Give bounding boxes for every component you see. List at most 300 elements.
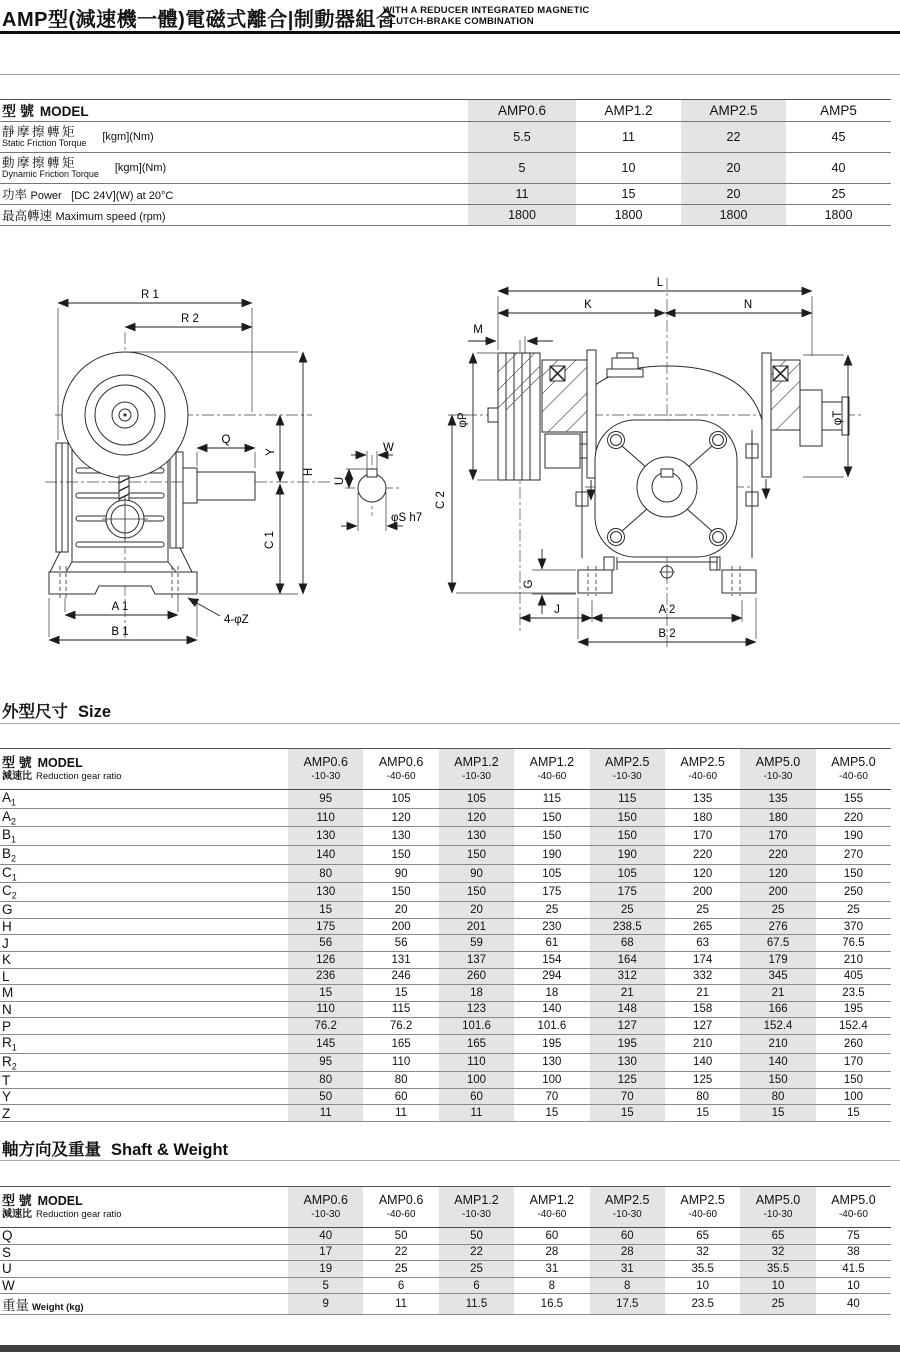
dim-value-cell: 131 <box>363 951 438 968</box>
dim-value-cell: 63 <box>665 935 740 952</box>
dim-value-cell: 150 <box>816 1072 891 1089</box>
dim-value-cell: 195 <box>514 1034 589 1053</box>
dim-value-cell: 260 <box>816 1034 891 1053</box>
dim-value-cell: 332 <box>665 968 740 985</box>
dim-label-r1: R 1 <box>141 289 159 301</box>
dim-value-cell: 25 <box>740 902 815 919</box>
dim-value-cell: 60 <box>514 1228 589 1245</box>
dim-label-phit: φT <box>832 410 844 426</box>
dim-value-cell: 165 <box>439 1034 514 1053</box>
table-row <box>0 205 891 226</box>
dim-value-cell: 56 <box>363 935 438 952</box>
dim-label-c2: C 2 <box>435 491 447 509</box>
table-row <box>0 935 891 952</box>
dim-value-cell: 60 <box>590 1228 665 1245</box>
front-view-drawing <box>45 289 330 640</box>
table-row <box>0 1261 891 1278</box>
dim-value-cell: 15 <box>288 985 363 1002</box>
dim-value-cell: 236 <box>288 968 363 985</box>
dim-value-cell: 130 <box>514 1053 589 1072</box>
dim-value-cell: 35.5 <box>665 1261 740 1278</box>
column-header: AMP1.2 -10-30 <box>439 1187 514 1228</box>
shaft-section-title <box>2 1136 228 1160</box>
side-view-drawing <box>435 277 862 648</box>
dim-value-cell: 23.5 <box>665 1294 740 1315</box>
dim-value-cell: 150 <box>439 846 514 865</box>
dim-value-cell: 246 <box>363 968 438 985</box>
dim-row-label: H <box>0 918 288 935</box>
shaft-title-cjk: 軸方向及重量 <box>2 1141 101 1159</box>
dim-value-cell: 130 <box>288 827 363 846</box>
row-label-en: Static Friction Torque <box>2 137 87 148</box>
dim-value-cell: 11 <box>288 1105 363 1122</box>
dim-row-label: N <box>0 1001 288 1018</box>
row-label-cjk: 功率 <box>2 188 28 202</box>
dim-value-cell: 150 <box>514 827 589 846</box>
dim-value-cell: 110 <box>288 808 363 827</box>
spec-value: 22 <box>681 122 786 153</box>
dim-value-cell: 61 <box>514 935 589 952</box>
dim-value-cell: 10 <box>665 1277 740 1294</box>
dim-value-cell: 65 <box>740 1228 815 1245</box>
subtitle-line1: WITH A REDUCER INTEGRATED MAGNETIC <box>383 5 590 16</box>
dim-value-cell: 90 <box>363 864 438 883</box>
dim-value-cell: 19 <box>288 1261 363 1278</box>
dim-value-cell: 150 <box>816 864 891 883</box>
row-label-cjk: 動摩擦轉矩 <box>2 155 78 170</box>
dim-value-cell: 175 <box>288 918 363 935</box>
dim-value-cell: 68 <box>590 935 665 952</box>
dim-table-header-row <box>0 749 891 790</box>
dim-value-cell: 120 <box>363 808 438 827</box>
dim-table-header-row <box>0 1187 891 1228</box>
spec-value: 5 <box>468 153 576 184</box>
dim-value-cell: 90 <box>439 864 514 883</box>
dim-value-cell: 150 <box>363 846 438 865</box>
dim-value-cell: 105 <box>514 864 589 883</box>
table-row <box>0 846 891 865</box>
table-row <box>0 808 891 827</box>
dim-value-cell: 405 <box>816 968 891 985</box>
dim-value-cell: 165 <box>363 1034 438 1053</box>
dim-value-cell: 166 <box>740 1001 815 1018</box>
dim-value-cell: 230 <box>514 918 589 935</box>
dim-value-cell: 115 <box>363 1001 438 1018</box>
dim-value-cell: 9 <box>288 1294 363 1315</box>
dim-value-cell: 6 <box>439 1277 514 1294</box>
dim-value-cell: 25 <box>439 1261 514 1278</box>
row-unit: [DC 24V](W) at 20°C <box>71 190 174 202</box>
spec-value: 1800 <box>576 205 681 226</box>
dim-value-cell: 31 <box>590 1261 665 1278</box>
dim-value-cell: 20 <box>363 902 438 919</box>
shaft-title-en: Shaft & Weight <box>111 1141 229 1159</box>
dim-value-cell: 32 <box>740 1244 815 1261</box>
dim-value-cell: 220 <box>816 808 891 827</box>
dim-row-label: S <box>0 1244 288 1261</box>
dim-value-cell: 21 <box>590 985 665 1002</box>
column-header: AMP1.2 -10-30 <box>439 749 514 790</box>
dim-value-cell: 21 <box>665 985 740 1002</box>
dim-label-b2: B 2 <box>658 628 676 640</box>
dim-value-cell: 150 <box>363 883 438 902</box>
dim-row-label: T <box>0 1072 288 1089</box>
column-header: AMP1.2 -40-60 <box>514 1187 589 1228</box>
column-header: AMP1.2 -40-60 <box>514 749 589 790</box>
dim-value-cell: 140 <box>288 846 363 865</box>
spec-value: 1800 <box>786 205 891 226</box>
row-unit: [kgm](Nm) <box>114 162 167 174</box>
dim-value-cell: 294 <box>514 968 589 985</box>
spec-value: 1800 <box>468 205 576 226</box>
dim-value-cell: 28 <box>514 1244 589 1261</box>
dim-label-phip: φP <box>457 412 469 428</box>
column-header: AMP2.5 -10-30 <box>590 749 665 790</box>
dim-value-cell: 80 <box>288 864 363 883</box>
dim-value-cell: 152.4 <box>740 1018 815 1035</box>
dim-value-cell: 170 <box>816 1053 891 1072</box>
size-section-title <box>2 698 111 722</box>
spec-value: 25 <box>786 184 891 205</box>
dim-value-cell: 200 <box>363 918 438 935</box>
dim-value-cell: 265 <box>665 918 740 935</box>
table-row <box>0 153 891 184</box>
spec-value: 45 <box>786 122 891 153</box>
dim-value-cell: 11.5 <box>439 1294 514 1315</box>
dim-value-cell: 15 <box>514 1105 589 1122</box>
dim-value-cell: 164 <box>590 951 665 968</box>
dim-value-cell: 190 <box>816 827 891 846</box>
table-row <box>0 122 891 153</box>
dim-value-cell: 25 <box>665 902 740 919</box>
row-label-en: Maximum speed (rpm) <box>55 211 166 223</box>
column-header: AMP5.0 -10-30 <box>740 1187 815 1228</box>
dim-value-cell: 20 <box>439 902 514 919</box>
spec-model-cjk: 型 號 <box>2 102 34 119</box>
dim-value-cell: 125 <box>665 1072 740 1089</box>
dim-value-cell: 15 <box>363 985 438 1002</box>
dim-value-cell: 15 <box>590 1105 665 1122</box>
table-row <box>0 1053 891 1072</box>
column-header: AMP0.6 -40-60 <box>363 1187 438 1228</box>
dim-value-cell: 75 <box>816 1228 891 1245</box>
dim-value-cell: 8 <box>590 1277 665 1294</box>
dim-row-label: P <box>0 1018 288 1035</box>
dim-value-cell: 100 <box>514 1072 589 1089</box>
dim-value-cell: 25 <box>590 902 665 919</box>
column-header: AMP2.5 -40-60 <box>665 749 740 790</box>
dim-value-cell: 115 <box>590 790 665 809</box>
dim-value-cell: 11 <box>439 1105 514 1122</box>
table-row <box>0 1088 891 1105</box>
dim-value-cell: 238.5 <box>590 918 665 935</box>
dim-value-cell: 120 <box>439 808 514 827</box>
spec-value: 5.5 <box>468 122 576 153</box>
dim-row-label: $B_1$ <box>0 827 288 846</box>
dim-value-cell: 76.5 <box>816 935 891 952</box>
dim-value-cell: 15 <box>665 1105 740 1122</box>
dim-value-cell: 80 <box>288 1072 363 1089</box>
table-row <box>0 184 891 205</box>
dim-row-label: $A_1$ <box>0 790 288 809</box>
dim-label-j: J <box>554 604 560 616</box>
table-row <box>0 827 891 846</box>
table-row <box>0 1244 891 1261</box>
dim-row-label: $B_2$ <box>0 846 288 865</box>
dim-value-cell: 200 <box>740 883 815 902</box>
page-subtitle <box>383 5 589 27</box>
table-row <box>0 1001 891 1018</box>
table-row <box>0 1294 891 1315</box>
dim-value-cell: 25 <box>740 1294 815 1315</box>
spec-value: 10 <box>576 153 681 184</box>
dim-row-label: $A_2$ <box>0 808 288 827</box>
table-row <box>0 1105 891 1122</box>
spec-row-label <box>0 205 468 226</box>
dim-value-cell: 40 <box>816 1294 891 1315</box>
dim-value-cell: 150 <box>740 1072 815 1089</box>
dim-value-cell: 140 <box>514 1001 589 1018</box>
dim-value-cell: 130 <box>363 827 438 846</box>
column-header: AMP0.6 -10-30 <box>288 1187 363 1228</box>
dim-table-header-label: 型 號 MODEL 減速比 Reduction gear ratio <box>0 1187 288 1228</box>
column-header: AMP5.0 -10-30 <box>740 749 815 790</box>
dim-value-cell: 250 <box>816 883 891 902</box>
table-row <box>0 1228 891 1245</box>
dim-row-label: $C_2$ <box>0 883 288 902</box>
dim-value-cell: 21 <box>740 985 815 1002</box>
dim-value-cell: 50 <box>288 1088 363 1105</box>
dim-row-label: L <box>0 968 288 985</box>
dim-value-cell: 105 <box>363 790 438 809</box>
dim-row-label: Q <box>0 1228 288 1245</box>
spec-header-label <box>0 100 468 122</box>
dim-value-cell: 17 <box>288 1244 363 1261</box>
spec-value: 15 <box>576 184 681 205</box>
dim-value-cell: 35.5 <box>740 1261 815 1278</box>
dim-value-cell: 80 <box>740 1088 815 1105</box>
dim-value-cell: 140 <box>740 1053 815 1072</box>
dim-value-cell: 155 <box>816 790 891 809</box>
dim-value-cell: 200 <box>665 883 740 902</box>
dim-row-label: Y <box>0 1088 288 1105</box>
dim-value-cell: 95 <box>288 1053 363 1072</box>
row-label-cjk: 靜摩擦轉矩 <box>2 124 78 139</box>
dim-value-cell: 170 <box>665 827 740 846</box>
spec-value: 11 <box>468 184 576 205</box>
header-subrule <box>0 74 900 75</box>
dim-row-label: G <box>0 902 288 919</box>
dim-value-cell: 120 <box>665 864 740 883</box>
dim-value-cell: 67.5 <box>740 935 815 952</box>
row-label-en: Dynamic Friction Torque <box>2 168 99 179</box>
dim-value-cell: 130 <box>288 883 363 902</box>
dim-value-cell: 210 <box>740 1034 815 1053</box>
size-table <box>0 748 891 1122</box>
dim-label-y: Y <box>265 448 277 456</box>
dim-value-cell: 38 <box>816 1244 891 1261</box>
dim-value-cell: 11 <box>363 1105 438 1122</box>
spec-row-label <box>0 184 468 205</box>
dim-value-cell: 137 <box>439 951 514 968</box>
dim-value-cell: 150 <box>439 883 514 902</box>
dim-value-cell: 120 <box>740 864 815 883</box>
dim-value-cell: 148 <box>590 1001 665 1018</box>
dim-value-cell: 25 <box>514 902 589 919</box>
size-title-cjk: 外型尺寸 <box>2 703 68 721</box>
size-title-en: Size <box>78 703 112 721</box>
table-row <box>0 951 891 968</box>
dim-value-cell: 15 <box>816 1105 891 1122</box>
spec-value: 20 <box>681 184 786 205</box>
dim-value-cell: 130 <box>590 1053 665 1072</box>
dim-value-cell: 210 <box>816 951 891 968</box>
dim-value-cell: 65 <box>665 1228 740 1245</box>
dim-value-cell: 210 <box>665 1034 740 1053</box>
dim-value-cell: 32 <box>665 1244 740 1261</box>
dim-value-cell: 195 <box>590 1034 665 1053</box>
dim-value-cell: 370 <box>816 918 891 935</box>
dim-value-cell: 152.4 <box>816 1018 891 1035</box>
dim-row-label: W <box>0 1277 288 1294</box>
dim-value-cell: 220 <box>740 846 815 865</box>
dim-value-cell: 276 <box>740 918 815 935</box>
table-row <box>0 968 891 985</box>
table-row <box>0 883 891 902</box>
dim-label-4phiz: 4-φZ <box>224 614 249 626</box>
dim-value-cell: 5 <box>288 1277 363 1294</box>
spec-column-header: AMP5 <box>786 100 891 122</box>
dim-value-cell: 201 <box>439 918 514 935</box>
dim-label-l: L <box>656 277 664 289</box>
dim-value-cell: 100 <box>439 1072 514 1089</box>
table-row <box>0 1277 891 1294</box>
dim-value-cell: 123 <box>439 1001 514 1018</box>
dim-value-cell: 105 <box>590 864 665 883</box>
dim-value-cell: 25 <box>363 1261 438 1278</box>
dim-value-cell: 110 <box>439 1053 514 1072</box>
dim-row-label: $C_1$ <box>0 864 288 883</box>
table-row <box>0 985 891 1002</box>
dim-value-cell: 41.5 <box>816 1261 891 1278</box>
dim-table-header-label: 型 號 MODEL 減速比 Reduction gear ratio <box>0 749 288 790</box>
page-title: AMP型(減速機一體)電磁式離合|制動器組合 <box>2 9 397 31</box>
table-row <box>0 1072 891 1089</box>
spec-row-label <box>0 126 468 149</box>
dim-value-cell: 50 <box>439 1228 514 1245</box>
row-label-cjk: 最高轉速 <box>2 209 53 223</box>
table-row <box>0 1034 891 1053</box>
table-row <box>0 1018 891 1035</box>
dim-value-cell: 28 <box>590 1244 665 1261</box>
column-header: AMP5.0 -40-60 <box>816 749 891 790</box>
dim-value-cell: 345 <box>740 968 815 985</box>
dim-value-cell: 145 <box>288 1034 363 1053</box>
dim-label-h: H <box>303 467 315 477</box>
shaft-section-drawing <box>334 442 422 531</box>
dim-label-g: G <box>523 579 535 589</box>
column-header: AMP2.5 -10-30 <box>590 1187 665 1228</box>
dim-value-cell: 70 <box>514 1088 589 1105</box>
dim-value-cell: 18 <box>514 985 589 1002</box>
spec-value: 11 <box>576 122 681 153</box>
dim-value-cell: 130 <box>439 827 514 846</box>
dim-value-cell: 175 <box>514 883 589 902</box>
dim-value-cell: 126 <box>288 951 363 968</box>
dim-value-cell: 195 <box>816 1001 891 1018</box>
dim-row-label: $R_1$ <box>0 1034 288 1053</box>
dim-value-cell: 17.5 <box>590 1294 665 1315</box>
dim-value-cell: 18 <box>439 985 514 1002</box>
spec-column-header: AMP0.6 <box>468 100 576 122</box>
dim-label-r2: R 2 <box>181 313 199 325</box>
header-rule <box>0 31 900 34</box>
column-header: AMP2.5 -40-60 <box>665 1187 740 1228</box>
dim-value-cell: 70 <box>590 1088 665 1105</box>
dim-value-cell: 22 <box>363 1244 438 1261</box>
dim-value-cell: 170 <box>740 827 815 846</box>
dim-value-cell: 312 <box>590 968 665 985</box>
spec-table <box>0 99 891 226</box>
dim-value-cell: 154 <box>514 951 589 968</box>
column-header: AMP0.6 -10-30 <box>288 749 363 790</box>
dim-value-cell: 180 <box>740 808 815 827</box>
technical-drawings <box>0 250 900 690</box>
dim-value-cell: 105 <box>439 790 514 809</box>
dim-value-cell: 260 <box>439 968 514 985</box>
dim-value-cell: 22 <box>439 1244 514 1261</box>
dim-value-cell: 150 <box>514 808 589 827</box>
dim-value-cell: 100 <box>816 1088 891 1105</box>
dim-value-cell: 180 <box>665 808 740 827</box>
dim-value-cell: 80 <box>363 1072 438 1089</box>
dim-label-u: U <box>334 476 346 486</box>
spec-value: 1800 <box>681 205 786 226</box>
dim-value-cell: 101.6 <box>514 1018 589 1035</box>
dim-value-cell: 179 <box>740 951 815 968</box>
dim-value-cell: 95 <box>288 790 363 809</box>
dim-value-cell: 23.5 <box>816 985 891 1002</box>
dim-value-cell: 25 <box>816 902 891 919</box>
dim-value-cell: 101.6 <box>439 1018 514 1035</box>
dim-label-w: W <box>383 442 394 454</box>
dim-value-cell: 140 <box>665 1053 740 1072</box>
dim-label-a2: A 2 <box>658 604 676 616</box>
dim-value-cell: 190 <box>590 846 665 865</box>
dim-row-label: $R_2$ <box>0 1053 288 1072</box>
spec-value: 20 <box>681 153 786 184</box>
dim-value-cell: 50 <box>363 1228 438 1245</box>
dim-label-a1: A 1 <box>111 601 129 613</box>
dim-row-label: 重量 Weight (kg) <box>0 1294 288 1315</box>
dim-value-cell: 59 <box>439 935 514 952</box>
size-title-rule <box>0 723 900 724</box>
dim-value-cell: 174 <box>665 951 740 968</box>
spec-value: 40 <box>786 153 891 184</box>
shaft-title-rule <box>0 1160 900 1161</box>
dim-value-cell: 158 <box>665 1001 740 1018</box>
dim-label-q: Q <box>221 434 231 446</box>
dim-value-cell: 10 <box>816 1277 891 1294</box>
dim-value-cell: 40 <box>288 1228 363 1245</box>
dim-row-label: Z <box>0 1105 288 1122</box>
dim-row-label: K <box>0 951 288 968</box>
spec-model-en: MODEL <box>39 103 89 119</box>
dim-label-b1: B 1 <box>111 626 129 638</box>
dim-value-cell: 16.5 <box>514 1294 589 1315</box>
dim-value-cell: 60 <box>439 1088 514 1105</box>
dim-label-n: N <box>743 299 753 311</box>
